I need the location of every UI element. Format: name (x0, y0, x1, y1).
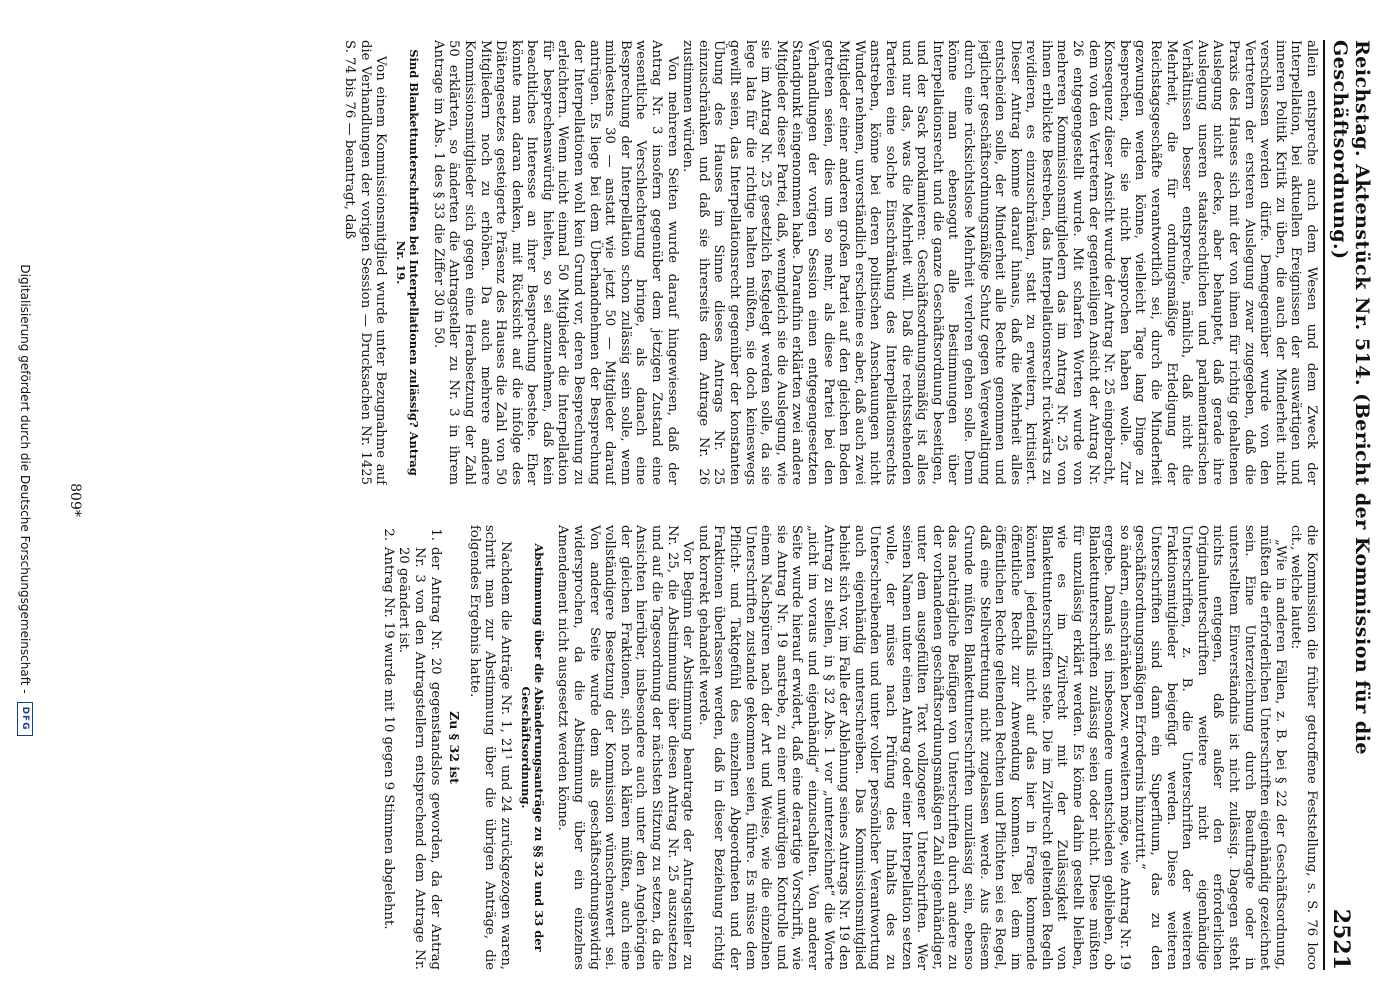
item-text: Antrag Nr. 19 wurde mit 10 gegen 9 Stimmen abgelehnt. (380, 547, 396, 930)
left-column (119, 40, 1319, 485)
folio-number: 809* (67, 483, 83, 517)
list-item (380, 525, 396, 970)
paragraph: allein entspreche auch dem Wesen und dem Zweck der Interpellation, bei aktuellen Ereignissen der auswärtigen und inneren Politik Kritik zu üben, die auch der Minderheit nicht verschlossen werden dürfe. Demgegenüber wurde von den Vertretern der ersteren Auslegung zwar zugegeben, daß die Praxis des Hauses sich mit der von ihnen für richtig gehaltenen Auslegung nicht decke, aber behauptet, daß gerade ihre Auslegung unseren staatsrechtlichen und parlamentarischen Verhältnissen besser entspreche, nämlich, daß nicht die Mehrheit, die für ordnungsmäßige Erledigung der Reichstagsgeschäfte verantwortlich sei, durch die Minderheit gezwungen werden könne, vielleicht Tage lang Dinge zu besprechen, die sie nicht besprochen haben wolle. Zur Konsequenz dieser Ansicht wurde der Antrag Nr. 25 eingebracht, dem von den Vertretern der gegenteiligen Ansicht der Antrag Nr. 26 entgegengestellt wurde. Mit scharfen Worten wurde von mehreren Kommissionsmitgliedern das im Antrag Nr. 25 von ihnen erblickte Bestreben, das Interpellationsrecht rückwärts zu revidieren, es einzuschränken, statt zu erweitern, kritisiert. Dieser Antrag komme darauf hinaus, daß die Mehrheit alles entscheiden solle, der Minderheit alle Rechte genommen und jeglicher geschäftsordnungsmäßige Schutz gegen Vergewaltigung durch eine rücksichtslose Mehrheit verloren gehen solle. Denn könne man ebensogut alle Bestimmungen über Interpellationsrecht und die ganze Geschäftsordnung beseitigen, und der Sack proklamieren: Geschäftsordnungsmäßig ist alles und nur das, was die Mehrheit will. Daß die rechtsstehenden Parteien eine solche Einschränkung des Interpellationsrechts anstreben, könne bei deren politischen Anschauungen nicht Wunder nehmen, unverständlich erscheine es aber, daß auch zwei Mitglieder einer anderen großen Partei auf den gleichen Boden getreten seien, dies um so mehr, als diese Partei bei den Verhandlungen der vorigen Session einen entgegengesetzten Standpunkt eingenommen habe. Daraufhin erklärten zwei andere Mitglieder dieser Partei, daß, wenngleich sie die Auslegung, wie sie im Antrag Nr. 25 gesetzlich festgelegt werden solle, da sie lege lata für die richtige halten müßten, sie doch keineswegs gewillt seien, das Interpellationsrecht gegenüber der konstanten Übung des Hauses im Sinne dieses Antrags Nr. 25 einzuschränken und daß sie ihrerseits dem Antrage Nr. 26 zustimmen würden. (680, 40, 1319, 485)
dfg-logo: DFG (17, 702, 33, 736)
page-header (1323, 40, 1373, 970)
list-item (396, 525, 443, 970)
right-column (119, 525, 1319, 970)
item-number: 1. (427, 528, 443, 541)
running-title: Reichstag. Aktenstück Nr. 514. (Bericht der Kommission für die Geschäftsordnung.) (1329, 40, 1373, 755)
quoted-passage: „Wie in anderen Fällen, z. B. bei § 22 der Geschäftsordnung, müßten die erforderlichen Unterschriften eigenhändig gezeichnet sein. Eine Unterzeichnung durch Beauftragte oder in unterstelltem Einverständnis ist nicht zulässig. Dagegen steht nichts entgegen, daß außer den erforderlichen Originalunterschriften weitere nicht eigenhändige Unterschriften, z. B. die Unterschriften der weiteren Fraktionsmitglieder beigefügt werden. Diese weiteren Unterschriften sind dann ein Superfluum, das zu den geschäftsordnungsmäßigen Erfordernis hinzutritt.“ (1132, 525, 1288, 970)
paragraph: Vor Beginn der Abstimmung beantragte der Antragsteller zu Nr. 25, die Abstimmung über diesen Antrag Nr. 25 auszusetzen und auf die Tagesordnung der nächsten Sitzung zu setzen, da die Ansichten hierüber, insbesondere auch unter den Angehörigen der gleichen Fraktionen, sich noch klären müßten, auch eine vollständigere Besetzung der Kommission wünschenswert sei. Von anderer Seite wurde dem als geschäftsordnungswidrig widersprochen, da die Abstimmung über ein einzelnes Amendement nicht ausgesetzt werden könne. (555, 525, 696, 970)
paragraph: Von einem Kommissionsmitglied wurde unter Bezugnahme auf die Verhandlungen der vorigen Session — Drucksachen Nr. 1425 S. 74 bis 76 — beantragt, daß (341, 40, 389, 485)
section-heading: Sind Blankettunterschriften bei Interpellationen zulässig? Antrag Nr. 19. (394, 49, 422, 476)
item-number: 2. (380, 528, 396, 541)
sub-heading: Zu § 32 ist (447, 711, 463, 784)
paragraph: Von mehreren Seiten wurde darauf hingewiesen, daß der Antrag Nr. 3 insofern gegenüber dem jetzigen Zustand eine wesentliche Verschlechterung bringe, als danach eine Besprechung der Interpellation schon zulässig sein solle, wenn mindestens 30 — anstatt wie jetzt 50 — Mitglieder darauf antrügen. Es liege bei dem Überhandnehmen der Besprechung der Interpellationen wohl kein Grund vor, deren Besprechung zu erleichtern. Wenn nicht einmal 50 Mitglieder die Interpellation für besprechenswürdig hielten, so sei anzunehmen, daß kein beachtliches Interesse an ihrer Besprechung bestehe. Eher könnte man daran denken, mit Rücksicht auf die infolge des Diätengesetzes gesteigerte Präsenz des Hauses die Zahl von 50 Mitgliedern noch zu erhöhen. Da auch mehrere andere Kommissionsmitglieder sich gegen eine Herabsetzung der Zahl 50 erklärten, so änderten die Antragsteller zu Nr. 3 in ihrem Antrage im Abs. 1 des § 33 die Ziffer 30 in 50. (430, 40, 680, 485)
paragraph: Nachdem die Anträge Nr. 1, 21¹ und 24 zurückgezogen waren, schritt man zur Abstimmung über die übrigen Anträge, die folgendes Ergebnis hatte. (466, 525, 513, 970)
item-text: der Antrag Nr. 20 gegenstandslos geworden, da der Antrag Nr. 3 von den Antragstellern entsprechend dem Antrage Nr. 20 geändert ist. (396, 547, 443, 970)
paragraph: die Kommission die früher getroffene Feststellung, s. S. 76 loco cit., welche lautet: (1288, 525, 1319, 970)
page-number: 2521 (1328, 908, 1354, 970)
section-heading: Abstimmung über die Abänderungsanträge zu §§ 32 und 33 der Geschäftsordnung. (518, 543, 546, 952)
digitization-footer (12, 0, 38, 1000)
paragraph: so ändern, einschränken bezw. erweitern möge, wie Antrag Nr. 19 ergebe. Damals sei insbesondere unentschieden geblieben, ob Blankettunterschriften zulässig seien oder nicht. Diese müßten für unzulässig erklärt werden. Es könne dahin gestellt bleiben, wie es im Zivilrecht mit der Zulässigkeit von Blankettunterschriften stehe. Die im Zivilrecht geltenden Regeln könnten jedenfalls nicht auf das hier in Frage kommende öffentliche Recht zur Anwendung kommen. Bei dem im öffentlichen Rechte geltenden Rechten und Pflichten sei es Regel, daß eine Stellvertretung nicht zugelassen werde. Aus diesem Grunde müßten Blankettunterschriften unzulässig sein, ebenso das nachträgliche Beifügen von Unterschriften durch andere zu der vorhandenen geschäftsordnungsmäßigen Zahl eigenhändiger, unter dem ausgefüllten Text vollzogener Unterschriften. Wer seinen Namen unter einen Antrag oder einer Interpellation setzen wolle, der müsse nach Prüfung des Inhalts des zu Unterschreibenden und unter voller persönlicher Verantwortung auch eigenhändig unterschreiben. Das Kommissionsmitglied behielt sich vor, im Falle der Ablehnung seines Antrags Nr. 19 den Antrag zu stellen, in § 32 Abs. 1 vor „unterzeichnet“ die Worte „nicht im voraus und eigenhändig“ einzuschalten. Von anderer Seite wurde hierauf erwidert, daß eine derartige Vorschrift, wie sie Antrag Nr. 19 anstrebe, zu einer unwürdigen Kontrolle und einem Nachspüren nach der Art und Weise, wie die einzelnen Unterschriften zustande gekommen seien, führe. Es müsse dem Pflicht- und Taktgefühl des einzelnen Abgeordneten und der Fraktionen überlassen werden, daß in dieser Beziehung richtig und korrekt gehandelt werde. (695, 525, 1132, 970)
footer-text: Digitalisierung gefördert durch die Deutsche Forschungsgemeinschaft - (18, 264, 32, 694)
